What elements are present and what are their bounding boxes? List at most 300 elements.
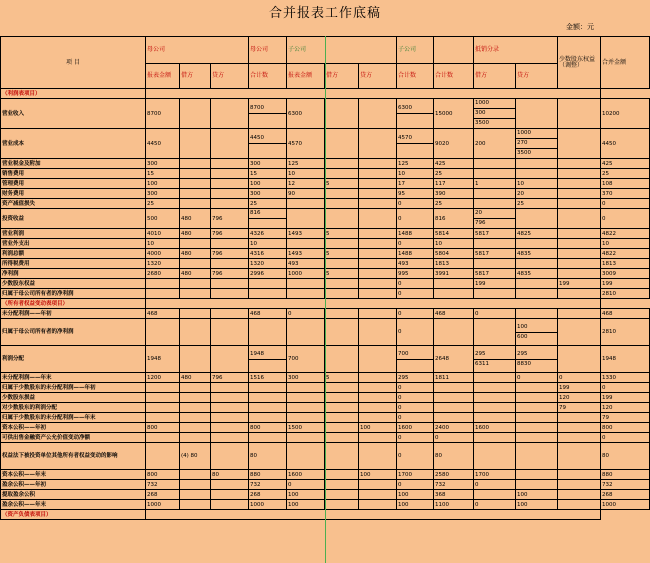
table-cell — [558, 199, 601, 209]
table-cell: 0 — [434, 433, 474, 443]
table-cell — [434, 403, 474, 413]
table-cell — [180, 279, 211, 289]
table-cell: 4326 — [249, 229, 287, 239]
table-cell — [558, 346, 601, 373]
table-cell — [211, 169, 249, 179]
table-cell — [325, 159, 359, 169]
header-minority: 少数股东权益（调整） — [558, 37, 601, 89]
table-cell — [397, 346, 434, 373]
table-cell: 480 — [180, 249, 211, 259]
table-cell: 25 — [601, 169, 650, 179]
table-cell — [474, 373, 516, 383]
table-cell — [434, 319, 474, 346]
table-cell — [516, 209, 558, 229]
row-label: 盈余公积——年末 — [1, 500, 146, 510]
table-cell: 120 — [601, 403, 650, 413]
table-cell: 79 — [558, 403, 601, 413]
table-cell — [249, 289, 287, 299]
section-spacer — [146, 299, 601, 309]
table-cell: 12 — [287, 179, 325, 189]
table-cell: 10 — [434, 239, 474, 249]
cell-part: 8700 — [249, 104, 286, 114]
table-cell — [474, 383, 516, 393]
table-cell — [474, 413, 516, 423]
table-cell: 1813 — [601, 259, 650, 269]
table-cell: 368 — [434, 490, 474, 500]
table-cell: 9020 — [434, 129, 474, 159]
table-cell — [397, 99, 434, 129]
table-cell — [211, 403, 249, 413]
table-cell: 5814 — [434, 229, 474, 239]
table-cell — [325, 383, 359, 393]
table-cell: 295 — [397, 373, 434, 383]
table-cell — [359, 229, 397, 239]
unit-label: 金额：元 — [566, 23, 594, 31]
table-cell — [359, 383, 397, 393]
table-cell: 0 — [397, 433, 434, 443]
table-cell — [434, 279, 474, 289]
table-cell: 1948 — [601, 346, 650, 373]
table-cell: 100 — [516, 500, 558, 510]
row-label: 销售费用 — [1, 169, 146, 179]
table-cell: 800 — [249, 423, 287, 433]
row-label: 未分配利润——年末 — [1, 373, 146, 383]
table-cell: 15 — [146, 169, 180, 179]
table-cell — [180, 346, 211, 373]
table-cell — [146, 279, 180, 289]
table-cell: 300 — [146, 159, 180, 169]
header-debit-3: 借方 — [474, 64, 516, 89]
row-label: 资本公积——年末 — [1, 470, 146, 480]
table-cell — [287, 209, 325, 229]
table-cell — [558, 500, 601, 510]
table-cell: 0 — [397, 393, 434, 403]
table-cell: 425 — [434, 159, 474, 169]
table-cell — [180, 500, 211, 510]
table-cell — [474, 209, 516, 229]
table-cell — [146, 443, 180, 470]
table-cell — [359, 319, 397, 346]
row-label: 提取盈余公积 — [1, 490, 146, 500]
table-cell: 1320 — [249, 259, 287, 269]
table-cell — [211, 443, 249, 470]
table-cell: 800 — [601, 423, 650, 433]
table-cell — [359, 480, 397, 490]
table-cell — [211, 500, 249, 510]
row-label: 资产减值损失 — [1, 199, 146, 209]
table-cell — [180, 129, 211, 159]
table-cell: 100 — [397, 490, 434, 500]
section-spacer — [146, 510, 601, 520]
table-cell — [180, 259, 211, 269]
table-cell: 120 — [558, 393, 601, 403]
table-cell — [359, 490, 397, 500]
table-cell — [249, 279, 287, 289]
table-cell — [359, 413, 397, 423]
table-cell: 0 — [397, 383, 434, 393]
table-cell: (4) 80 — [180, 443, 211, 470]
row-label: 归属于母公司所有者的净利润 — [1, 319, 146, 346]
table-cell — [516, 346, 558, 373]
cell-part — [249, 144, 286, 153]
table-cell — [359, 179, 397, 189]
table-cell — [558, 480, 601, 490]
table-cell — [180, 169, 211, 179]
table-cell: 15 — [249, 169, 287, 179]
table-cell — [180, 480, 211, 490]
table-cell — [516, 129, 558, 159]
header-credit-3: 贷方 — [516, 64, 558, 89]
row-label: 营业外支出 — [1, 239, 146, 249]
table-cell: 0 — [287, 480, 325, 490]
row-label: 资本公积——年初 — [1, 423, 146, 433]
header-credit: 贷方 — [211, 64, 249, 89]
table-cell — [516, 393, 558, 403]
table-cell: 3991 — [434, 269, 474, 279]
table-cell: 100 — [146, 179, 180, 189]
table-cell — [359, 269, 397, 279]
table-cell — [180, 413, 211, 423]
table-cell — [325, 413, 359, 423]
table-cell — [516, 423, 558, 433]
table-cell — [211, 309, 249, 319]
row-label: 归属于少数股东的未分配利润——年初 — [1, 383, 146, 393]
table-cell — [287, 289, 325, 299]
table-cell: 199 — [601, 279, 650, 289]
table-cell: 0 — [397, 443, 434, 470]
cell-part — [397, 360, 433, 369]
table-cell: 4450 — [601, 129, 650, 159]
table-cell: 425 — [601, 159, 650, 169]
table-cell: 1000 — [287, 269, 325, 279]
table-cell: 199 — [558, 279, 601, 289]
header-credit-2: 贷方 — [359, 64, 397, 89]
table-cell — [146, 383, 180, 393]
table-cell: 1600 — [474, 423, 516, 433]
table-cell — [359, 279, 397, 289]
table-cell — [180, 393, 211, 403]
table-cell: 4570 — [287, 129, 325, 159]
header-report-amount-2: 报表金额 — [287, 64, 325, 89]
table-cell: 732 — [146, 480, 180, 490]
row-label: 营业成本 — [1, 129, 146, 159]
header-total-2: 合计数 — [397, 64, 434, 89]
table-cell — [211, 199, 249, 209]
row-label: （所有者权益变动表项目） — [1, 299, 146, 309]
row-label: 营业利润 — [1, 229, 146, 239]
table-cell — [558, 179, 601, 189]
table-cell — [516, 443, 558, 470]
table-cell: 268 — [146, 490, 180, 500]
table-cell: 480 — [180, 269, 211, 279]
table-cell — [287, 403, 325, 413]
table-cell: 5 — [325, 373, 359, 383]
table-cell — [558, 169, 601, 179]
row-label: 营业税金及附加 — [1, 159, 146, 169]
table-cell: 468 — [601, 309, 650, 319]
table-cell — [325, 239, 359, 249]
table-cell — [516, 259, 558, 269]
table-cell: 468 — [434, 309, 474, 319]
table-cell — [434, 393, 474, 403]
table-cell — [474, 99, 516, 129]
cell-part: 600 — [517, 333, 528, 340]
table-cell — [249, 393, 287, 403]
table-cell: 732 — [601, 480, 650, 490]
table-cell: 10 — [287, 169, 325, 179]
table-cell: 25 — [516, 199, 558, 209]
table-cell — [558, 443, 601, 470]
table-cell: 796 — [211, 209, 249, 229]
table-cell: 0 — [397, 239, 434, 249]
header-subsidiary-adj: 子公司 — [397, 37, 434, 64]
table-cell: 10 — [516, 179, 558, 189]
table-cell — [287, 443, 325, 470]
table-cell — [325, 470, 359, 480]
cell-part: 295 — [474, 350, 515, 360]
table-cell — [359, 346, 397, 373]
table-cell — [211, 129, 249, 159]
table-cell — [516, 279, 558, 289]
table-cell — [558, 259, 601, 269]
table-cell — [516, 403, 558, 413]
cell-part — [249, 114, 286, 123]
cell-part: 700 — [397, 350, 433, 360]
row-label: 盈余公积——年初 — [1, 480, 146, 490]
table-cell: 732 — [249, 480, 287, 490]
table-cell — [359, 433, 397, 443]
table-cell — [180, 179, 211, 189]
table-cell — [516, 99, 558, 129]
table-cell: 1488 — [397, 229, 434, 239]
table-cell: 4010 — [146, 229, 180, 239]
cell-part: 270 — [516, 139, 557, 149]
table-cell — [359, 393, 397, 403]
table-cell — [325, 403, 359, 413]
table-cell: 1488 — [397, 249, 434, 259]
table-cell — [287, 393, 325, 403]
table-cell — [359, 209, 397, 229]
table-cell: 95 — [397, 189, 434, 199]
table-cell: 4835 — [516, 269, 558, 279]
table-cell — [325, 309, 359, 319]
table-cell — [474, 393, 516, 403]
table-cell: 0 — [601, 383, 650, 393]
table-cell — [211, 99, 249, 129]
row-label: 营业收入 — [1, 99, 146, 129]
table-cell: 800 — [146, 470, 180, 480]
cell-part: 4450 — [249, 134, 286, 144]
table-cell — [180, 309, 211, 319]
table-cell — [180, 159, 211, 169]
table-cell: 0 — [601, 209, 650, 229]
table-cell: 300 — [249, 159, 287, 169]
table-cell — [211, 159, 249, 169]
table-cell — [516, 433, 558, 443]
table-cell — [211, 319, 249, 346]
table-cell — [180, 189, 211, 199]
cell-part: 295 — [516, 350, 557, 360]
row-label: （资产负债表项目） — [1, 510, 146, 520]
table-cell — [558, 159, 601, 169]
cell-part: 20 — [474, 209, 515, 219]
table-cell — [558, 129, 601, 159]
table-cell — [474, 490, 516, 500]
table-cell — [516, 169, 558, 179]
table-cell — [146, 413, 180, 423]
table-cell — [180, 199, 211, 209]
table-cell — [474, 189, 516, 199]
row-label: 净利润 — [1, 269, 146, 279]
table-cell — [211, 433, 249, 443]
table-cell: 80 — [601, 443, 650, 470]
table-cell: 90 — [287, 189, 325, 199]
cell-part: 100 — [516, 323, 557, 333]
table-cell: 0 — [397, 279, 434, 289]
table-cell — [558, 319, 601, 346]
table-cell — [359, 249, 397, 259]
header-offset: 抵销分录 — [474, 37, 558, 64]
table-cell: 1200 — [146, 373, 180, 383]
table-cell: 8700 — [146, 99, 180, 129]
cell-part: 796 — [475, 220, 486, 226]
table-cell — [359, 373, 397, 383]
table-cell: 4316 — [249, 249, 287, 259]
table-cell — [287, 319, 325, 346]
row-label: 利润分配 — [1, 346, 146, 373]
table-cell: 2648 — [434, 346, 474, 373]
table-cell — [325, 443, 359, 470]
table-cell — [325, 169, 359, 179]
row-label: 对少数股东的利润分配 — [1, 403, 146, 413]
table-cell: 1811 — [434, 373, 474, 383]
table-cell: 1600 — [287, 470, 325, 480]
cell-part — [397, 114, 433, 123]
table-cell — [211, 289, 249, 299]
table-cell — [474, 289, 516, 299]
table-cell — [558, 249, 601, 259]
table-cell — [146, 403, 180, 413]
table-cell — [325, 346, 359, 373]
cell-part: 300 — [474, 109, 515, 119]
cell-part — [397, 144, 433, 153]
row-label: 投资收益 — [1, 209, 146, 229]
table-cell — [558, 209, 601, 229]
row-label: （利润表项目） — [1, 89, 146, 99]
table-cell: 10 — [601, 239, 650, 249]
table-cell — [516, 319, 558, 346]
table-cell: 816 — [434, 209, 474, 229]
table-cell — [474, 169, 516, 179]
table-cell — [211, 179, 249, 189]
table-cell: 0 — [397, 413, 434, 423]
table-cell — [146, 289, 180, 299]
table-cell: 796 — [211, 373, 249, 383]
table-cell: 5 — [325, 249, 359, 259]
table-cell: 0 — [397, 403, 434, 413]
table-cell: 25 — [434, 199, 474, 209]
table-cell: 0 — [397, 289, 434, 299]
table-cell — [325, 129, 359, 159]
table-cell: 125 — [287, 159, 325, 169]
table-cell: 300 — [287, 373, 325, 383]
table-cell — [558, 470, 601, 480]
row-label: 可供出售金融资产公允价值变动净额 — [1, 433, 146, 443]
table-cell — [249, 403, 287, 413]
table-cell: 4822 — [601, 229, 650, 239]
table-cell — [516, 383, 558, 393]
table-cell — [249, 129, 287, 159]
header-parent: 母公司 — [146, 37, 249, 64]
table-cell: 796 — [211, 249, 249, 259]
table-cell: 0 — [397, 209, 434, 229]
table-cell — [325, 423, 359, 433]
table-cell — [516, 309, 558, 319]
table-cell: 1700 — [474, 470, 516, 480]
table-cell — [211, 346, 249, 373]
table-cell: 493 — [287, 259, 325, 269]
table-cell: 5817 — [474, 229, 516, 239]
row-label: 少数股东损益 — [1, 393, 146, 403]
table-cell — [359, 129, 397, 159]
table-cell: 5817 — [474, 249, 516, 259]
table-cell — [359, 289, 397, 299]
table-cell: 100 — [359, 423, 397, 433]
table-cell — [516, 159, 558, 169]
table-cell — [359, 259, 397, 269]
header-subsidiary: 子公司 — [287, 37, 397, 64]
table-cell — [180, 289, 211, 299]
table-cell: 0 — [516, 373, 558, 383]
table-cell — [211, 480, 249, 490]
table-cell: 4825 — [516, 229, 558, 239]
table-cell — [434, 289, 474, 299]
table-cell: 80 — [249, 443, 287, 470]
table-cell: 15000 — [434, 99, 474, 129]
table-cell: 1493 — [287, 229, 325, 239]
table-cell — [146, 393, 180, 403]
table-cell — [359, 403, 397, 413]
table-cell: 800 — [146, 423, 180, 433]
divider-line — [325, 36, 326, 563]
table-cell — [180, 99, 211, 129]
table-cell — [249, 346, 287, 373]
cell-part — [249, 360, 286, 369]
table-cell: 480 — [180, 229, 211, 239]
table-cell — [180, 470, 211, 480]
table-cell — [325, 259, 359, 269]
page-title: 合并报表工作底稿 — [268, 6, 381, 21]
table-cell: 0 — [601, 433, 650, 443]
cell-part: 3500 — [475, 120, 490, 126]
table-cell: 0 — [601, 199, 650, 209]
table-cell — [474, 443, 516, 470]
table-cell: 1000 — [146, 500, 180, 510]
table-cell — [180, 490, 211, 500]
table-cell — [359, 500, 397, 510]
table-cell — [516, 239, 558, 249]
table-cell: 10 — [397, 169, 434, 179]
table-cell — [359, 443, 397, 470]
table-cell: 1330 — [601, 373, 650, 383]
row-label: 所得税费用 — [1, 259, 146, 269]
header-debit-2: 借方 — [325, 64, 359, 89]
table-cell — [180, 403, 211, 413]
table-cell: 17 — [397, 179, 434, 189]
table-cell — [211, 259, 249, 269]
table-cell: 200 — [474, 129, 516, 159]
cell-part: 1000 — [516, 129, 557, 139]
